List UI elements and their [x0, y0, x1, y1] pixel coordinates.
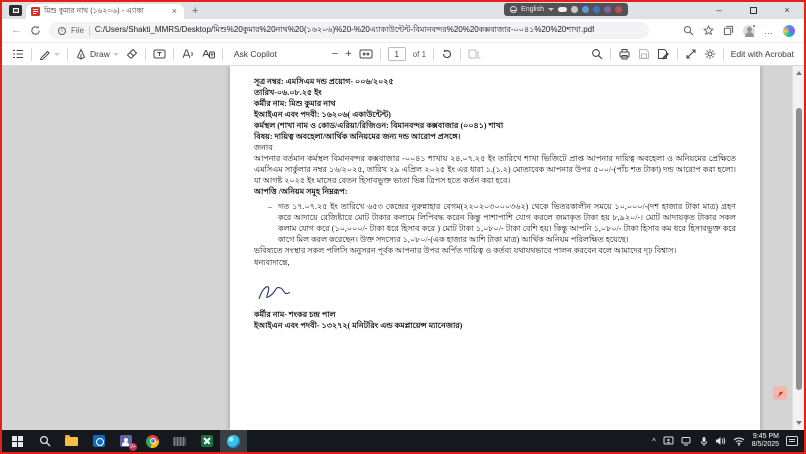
rotate-icon[interactable] [441, 48, 453, 60]
fit-to-width-icon[interactable] [359, 48, 373, 60]
print-icon[interactable] [618, 48, 631, 60]
window-controls [702, 2, 804, 18]
toolbar-divider [222, 48, 223, 61]
page-count-label: of 1 [412, 49, 427, 59]
toolbar-divider [723, 48, 724, 61]
url-field[interactable] [49, 22, 649, 39]
close-window-button[interactable]: × [784, 5, 790, 15]
speaker-icon[interactable] [715, 436, 726, 446]
draw-tool[interactable] [75, 48, 119, 60]
info-icon[interactable]: i [58, 27, 66, 35]
vertical-scrollbar[interactable] [792, 66, 804, 430]
profile-alert-dot [752, 24, 756, 28]
minimize-button[interactable]: – [716, 5, 722, 15]
body-paragraph-1: আপনার বর্তমান কর্মস্থল বিমানবন্দর কক্সবাজার -০০৪১ শাখায় ২৪.০৭.২৫ ইং তারিখে শাখা ভিজিটে প্রাপ্ত আপনার দায়িত্ব অবহেলা ও অনিয়মের প্রেক্ষিতে এমসিএম সার্কুলার নম্বর ১৬/২০২৫, তারিখ ২৯ এপ্রিল ২০২৫ ইং এর ধারা ১.(১.২) মোতাবেক আপনার উপর ৫০০/-(পাঁচ শত টাকা) দন্ড আরোপ করা হলো। যা আগষ্ট ২০২৫ ইং মাসের বেতন হিসাবভুক্ত ভাতা ভিন্ন ত্রিপস হতে কর্তন করা হবে। [254, 154, 736, 186]
toolbar-divider [610, 48, 611, 61]
bullet-dash: – [268, 202, 272, 212]
toolbar-divider [677, 48, 678, 61]
save-icon[interactable] [638, 48, 650, 60]
scrollbar-thumb[interactable] [796, 108, 802, 390]
chevron-down-icon[interactable] [113, 53, 119, 56]
search-document-icon[interactable] [591, 48, 603, 60]
tab-bar [2, 2, 804, 19]
edge-icon [227, 435, 240, 448]
clock-date: 8/5/2025 [751, 441, 779, 448]
display-icon[interactable] [681, 436, 693, 446]
address-bar [2, 19, 804, 43]
overlay-gray-icon[interactable] [571, 6, 578, 13]
url-text[interactable]: C:/Users/Shakti_MMRS/Desktop/মিশু%20কুমার%20নাথ%20(১৬২০৬)%20-%20এ্যাকাউন্টেন্ট-বিমানবন্দর%20%20কক্সবাজার-০০৪১%20%20শাখা.pdf [94, 25, 595, 34]
irregularities-heading: আপত্তি /অনিয়ম সমূহ নিম্নরূপ: [254, 187, 348, 197]
new-tab-button[interactable]: + [192, 5, 199, 17]
pen-icon [75, 48, 87, 60]
signature-scribble [256, 282, 298, 304]
settings-gear-icon[interactable] [704, 48, 716, 60]
keyboard-icon [173, 437, 186, 446]
thanks-line: ধন্যবাদান্তে, [254, 257, 290, 267]
toolbar-divider [380, 48, 381, 61]
highlighter-tool[interactable] [39, 48, 60, 60]
scroll-up-arrow[interactable] [796, 71, 802, 75]
collections-icon[interactable] [723, 25, 734, 36]
chrome-icon [146, 435, 159, 448]
tab-close-icon[interactable]: × [171, 6, 177, 16]
date-line: তারিখ-০৬.০৮.২৫ ইং [254, 88, 322, 98]
cloud-icon[interactable] [558, 7, 567, 12]
edge-button[interactable] [220, 430, 247, 452]
highlighter-icon [39, 48, 51, 60]
eraser-icon[interactable] [126, 48, 138, 60]
overlay-info-icon[interactable] [604, 6, 611, 13]
ask-copilot-button[interactable]: Ask Copilot [233, 49, 277, 59]
wifi-icon[interactable] [733, 437, 745, 446]
signature [256, 282, 736, 307]
outlook-button[interactable] [85, 430, 112, 452]
acrobat-floating-button[interactable] [773, 386, 787, 400]
search-icon [39, 435, 51, 447]
pdf-viewport [2, 66, 804, 430]
toolbar-divider [145, 48, 146, 61]
chevron-down-icon[interactable] [54, 53, 60, 56]
globe-icon [510, 6, 517, 13]
toolbar-divider [433, 48, 434, 61]
closing-paragraph: ভবিষ্যতে সংস্থার সকল পলিসি অনুসরন পূর্বক আপনার উপর অর্পিত দায়িত্ব ও কর্তব্য যথাযথভাবে পালন করবেন বলে আমাদের দৃঢ় বিশ্বাস। [254, 246, 677, 256]
employee-ein-line: ইআইএন এবং পদবী: ১৬২০৬( একাউন্টেন্ট) [254, 110, 391, 120]
edit-with-acrobat-button[interactable]: Edit with Acrobat [730, 49, 794, 59]
meeting-share-icon[interactable] [663, 436, 674, 446]
zoom-out-button[interactable]: − [331, 47, 339, 60]
file-explorer-button[interactable] [58, 430, 85, 452]
toolbar-divider [173, 48, 174, 61]
restore-icon [750, 7, 757, 14]
signer-name-line: কর্মীর নাম- শংকর চন্দ্র পাল [254, 309, 336, 319]
pdf-toolbar [2, 43, 804, 66]
signer-ein-line: ইআইএন এবং পদবী- ১৩২৭২( মনিটরিং এন্ড কমপ্লায়েন্স ম্যানেজার) [254, 320, 463, 330]
acrobat-icon [776, 389, 785, 398]
address-bar-actions [683, 25, 795, 37]
toolbar-divider [31, 48, 32, 61]
pdf-page [230, 66, 760, 430]
active-tab[interactable] [26, 4, 184, 19]
employee-name-line: কর্মীর নাম: মিশু কুমার নাথ [254, 99, 336, 109]
table-of-contents-icon[interactable] [12, 48, 24, 60]
refresh-icon[interactable] [30, 25, 41, 36]
overlay-blue-icon[interactable] [582, 6, 589, 13]
read-aloud-icon[interactable] [181, 48, 194, 60]
teams-notification-badge: 9+ [130, 444, 136, 450]
ref-number-line: সূত্র নম্বর: এমসিএম দন্ড প্রয়োগ- ০০৬/২০২৫ [254, 77, 394, 86]
outlook-icon [93, 435, 105, 447]
salutation: জনাব [254, 143, 273, 153]
zoom-in-button[interactable]: + [345, 47, 352, 60]
language-label: English [521, 6, 544, 13]
back-icon[interactable]: ← [11, 24, 22, 36]
excel-icon [201, 435, 213, 447]
letter-document [230, 66, 760, 331]
fullscreen-icon[interactable] [685, 48, 697, 60]
subject-line: বিষয়: দায়িত্ব অবহেলা/আর্থিক অনিয়মের জন্য দন্ড আরোপ প্রসঙ্গে। [254, 132, 461, 142]
excel-button[interactable] [193, 430, 220, 452]
page-number-input[interactable] [388, 47, 406, 61]
pdf-file-icon [31, 7, 40, 16]
zoom-search-icon[interactable] [683, 25, 694, 36]
windows-logo-icon [12, 436, 23, 447]
chrome-button[interactable] [139, 430, 166, 452]
taskbar-search-button[interactable] [31, 430, 58, 452]
clock-time: 9:45 PM [752, 432, 779, 440]
hidden-icons-chevron[interactable]: ^ [651, 436, 656, 446]
irregularity-item [254, 201, 736, 245]
settings-more-icon[interactable]: … [764, 25, 774, 36]
translate-icon[interactable] [201, 48, 215, 60]
toolbar-divider [67, 48, 68, 61]
tab-layout-icon[interactable] [9, 5, 22, 16]
remote-app-button[interactable] [166, 430, 193, 452]
chevron-down-icon[interactable] [548, 8, 554, 11]
taskbar-clock[interactable] [752, 433, 779, 450]
workplace-line: কর্মস্থল (শাখা নাম ও কোড/এরিয়া/রিজিওন: বিমানবন্দর কক্সবাজার (০০৪১) শাখা [254, 121, 504, 131]
microphone-icon[interactable] [700, 436, 708, 447]
language-overlay-bar[interactable] [504, 3, 628, 16]
teams-button[interactable] [112, 430, 139, 452]
tab-title: মিশু কুমার নাথ (১৬২০৬) - এ্যাকা [44, 5, 144, 15]
scroll-down-arrow[interactable] [796, 421, 802, 425]
start-button[interactable] [4, 430, 31, 452]
toolbar-divider [460, 48, 461, 61]
action-center-icon[interactable] [786, 436, 798, 446]
favorites-star-icon[interactable] [703, 25, 714, 36]
irregularity-text: গত ১৭.০৭.২৫ ইং তারিখে ৬৫৩ কেন্দ্রের নুরুন্নাহার বেগম(২২০২০৩০০০৩৬২) থেকে ভিতরকালীন সময়ে ১০,০০০/-(দশ হাজার টাকা মাত্র) গ্রহণ করে আদায়ে রেজিষ্টারে মোট টাকার কলামে লিপিবদ্ধ করেন কিন্তু পাশাপাশি যোগ করলে জমাকৃত টাকা হয় ৮,৯২০/-। মোট আদায়কৃত টাকার সকল কলাম যোগ করে (১০,০০০/- টাকা ধরে হিসাব করে ) মোট টাকা ১,০৮০/- টাকা বেশি হয়। কিন্তু আপনি ১,০৮০/- টাকা হিসাব কম ধরে হিসাবভুক্ত করে কাগে মিল করল করেছেন। উক্ত সদস্যের ১,০৮০/-(এক হাজার আশি টাকা মাত্র) আর্থিক অনিয়ম পরিলক্ষিত হয়েছে। [278, 202, 736, 245]
draw-label: Draw [90, 49, 110, 59]
overlay-shield-icon[interactable] [593, 6, 600, 13]
system-tray [652, 433, 804, 450]
protocol-label: File [71, 26, 84, 35]
save-as-icon[interactable] [657, 48, 670, 60]
pill-divider [89, 26, 90, 36]
folder-icon [65, 437, 78, 446]
windows-taskbar [2, 430, 804, 452]
page-view-icon[interactable] [468, 48, 481, 60]
add-text-icon[interactable] [153, 48, 166, 60]
maximize-button[interactable] [736, 2, 770, 18]
copilot-icon[interactable] [783, 25, 795, 37]
profile-avatar[interactable] [743, 25, 755, 37]
overlay-record-icon[interactable] [615, 6, 622, 13]
